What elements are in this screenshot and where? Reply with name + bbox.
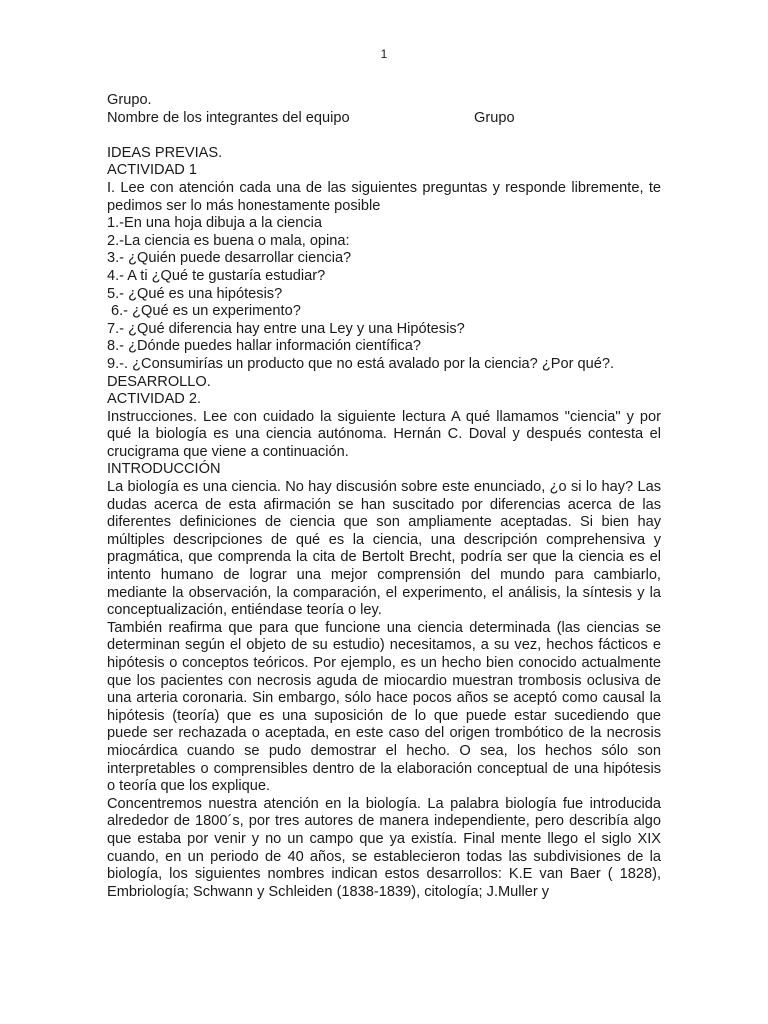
body-paragraph: Concentremos nuestra atención en la biología. La palabra biología fue introducida alrededor de 1800´s, por tres autores de manera independiente, pero describía algo que estaba por venir y no un campo que ya existía. Final mente llego el siglo XIX cuando, en un periodo de 40 años, se establecieron todas las subdivisiones de la biología, los siguientes nombres indican estos desarrollos: K.E van Baer ( 1828), Embriología; Schwann y Schleiden (1838-1839), citología; J.Muller y <box>107 795 661 900</box>
team-header-row <box>107 110 661 128</box>
question-item: 3.- ¿Quién puede desarrollar ciencia? <box>107 250 352 267</box>
activity-2-heading: ACTIVIDAD 2. <box>107 391 202 408</box>
question-item: 9.-. ¿Consumirías un producto que no está avalado por la ciencia? ¿Por qué?. <box>107 355 615 372</box>
body-paragraph: También reafirma que para que funcione una ciencia determinada (las ciencias se determinan según el objeto de su estudio) necesitamos, a su vez, hechos fácticos e hipótesis o conceptos teóricos. Por ejemplo, es un hecho bien conocido actualmente que los pacientes con necrosis aguda de miocardio muestran trombosis oclusiva de una arteria coronaria. Sin embargo, sólo hace pocos años se aceptó como causal la hipótesis (teoría) que es una suposición de lo que puede estar sucediendo que puede ser rechazada o aceptada, en este caso del origen trombótico de la necrosis miocárdica cuando se pudo demostrar el hecho. O sea, los hechos sólo son interpretables o comprensibles dentro de la elaboración conceptual de una hipótesis o teoría que los explique. <box>107 619 661 795</box>
grupo-label: Grupo <box>474 109 515 126</box>
page-number: 1 <box>380 47 388 61</box>
section-title-ideas-previas: IDEAS PREVIAS. <box>107 144 223 161</box>
question-item: 7.- ¿Qué diferencia hay entre una Ley y una Hipótesis? <box>107 320 465 337</box>
question-item: 8.- ¿Dónde puedes hallar información científica? <box>107 338 421 355</box>
body-paragraph: La biología es una ciencia. No hay discusión sobre este enunciado, ¿o si lo hay? Las dudas acerca de esta afirmación se han suscitado por diferencias acerca de las diferentes definiciones de ciencia que son ampliamente aceptadas. Si bien hay múltiples descripciones de qué es la ciencia, una descripción comprehensiva y pragmática, que comprenda la cita de Bertolt Brecht, podría ser que la ciencia es el intento humano de lograr una mejor comprensión del mundo para cambiarlo, mediante la observación, la comparación, el experimento, el análisis, la síntesis y la conceptualización, entiéndase teoría o ley. <box>107 479 661 619</box>
activity-1-heading: ACTIVIDAD 1 <box>107 162 198 179</box>
blank-line <box>107 127 661 145</box>
integrantes-label: Nombre de los integrantes del equipo <box>107 109 350 126</box>
introduction-heading: INTRODUCCIÓN <box>107 461 221 478</box>
question-item: 5.- ¿Qué es una hipótesis? <box>107 285 283 302</box>
question-item: 6.- ¿Qué es un experimento? <box>111 303 301 320</box>
question-item: 4.- A ti ¿Qué te gustaría estudiar? <box>107 267 326 284</box>
question-item: 2.-La ciencia es buena o mala, opina: <box>107 232 350 249</box>
activity-2-instruction: Instrucciones. Lee con cuidado la siguiente lectura A qué llamamos "ciencia" y por qué la biología es una ciencia autónoma. Hernán C. Doval y después contesta el crucigrama que viene a continuación. <box>107 408 661 460</box>
grupo-line: Grupo. <box>107 92 152 108</box>
section-title-desarrollo: DESARROLLO. <box>107 373 211 390</box>
activity-1-instruction: I. Lee con atención cada una de las siguientes preguntas y responde libremente, te pedimos ser lo más honestamente posible <box>107 179 661 214</box>
document-body <box>107 92 661 901</box>
question-item: 1.-En una hoja dibuja a la ciencia <box>107 215 323 232</box>
